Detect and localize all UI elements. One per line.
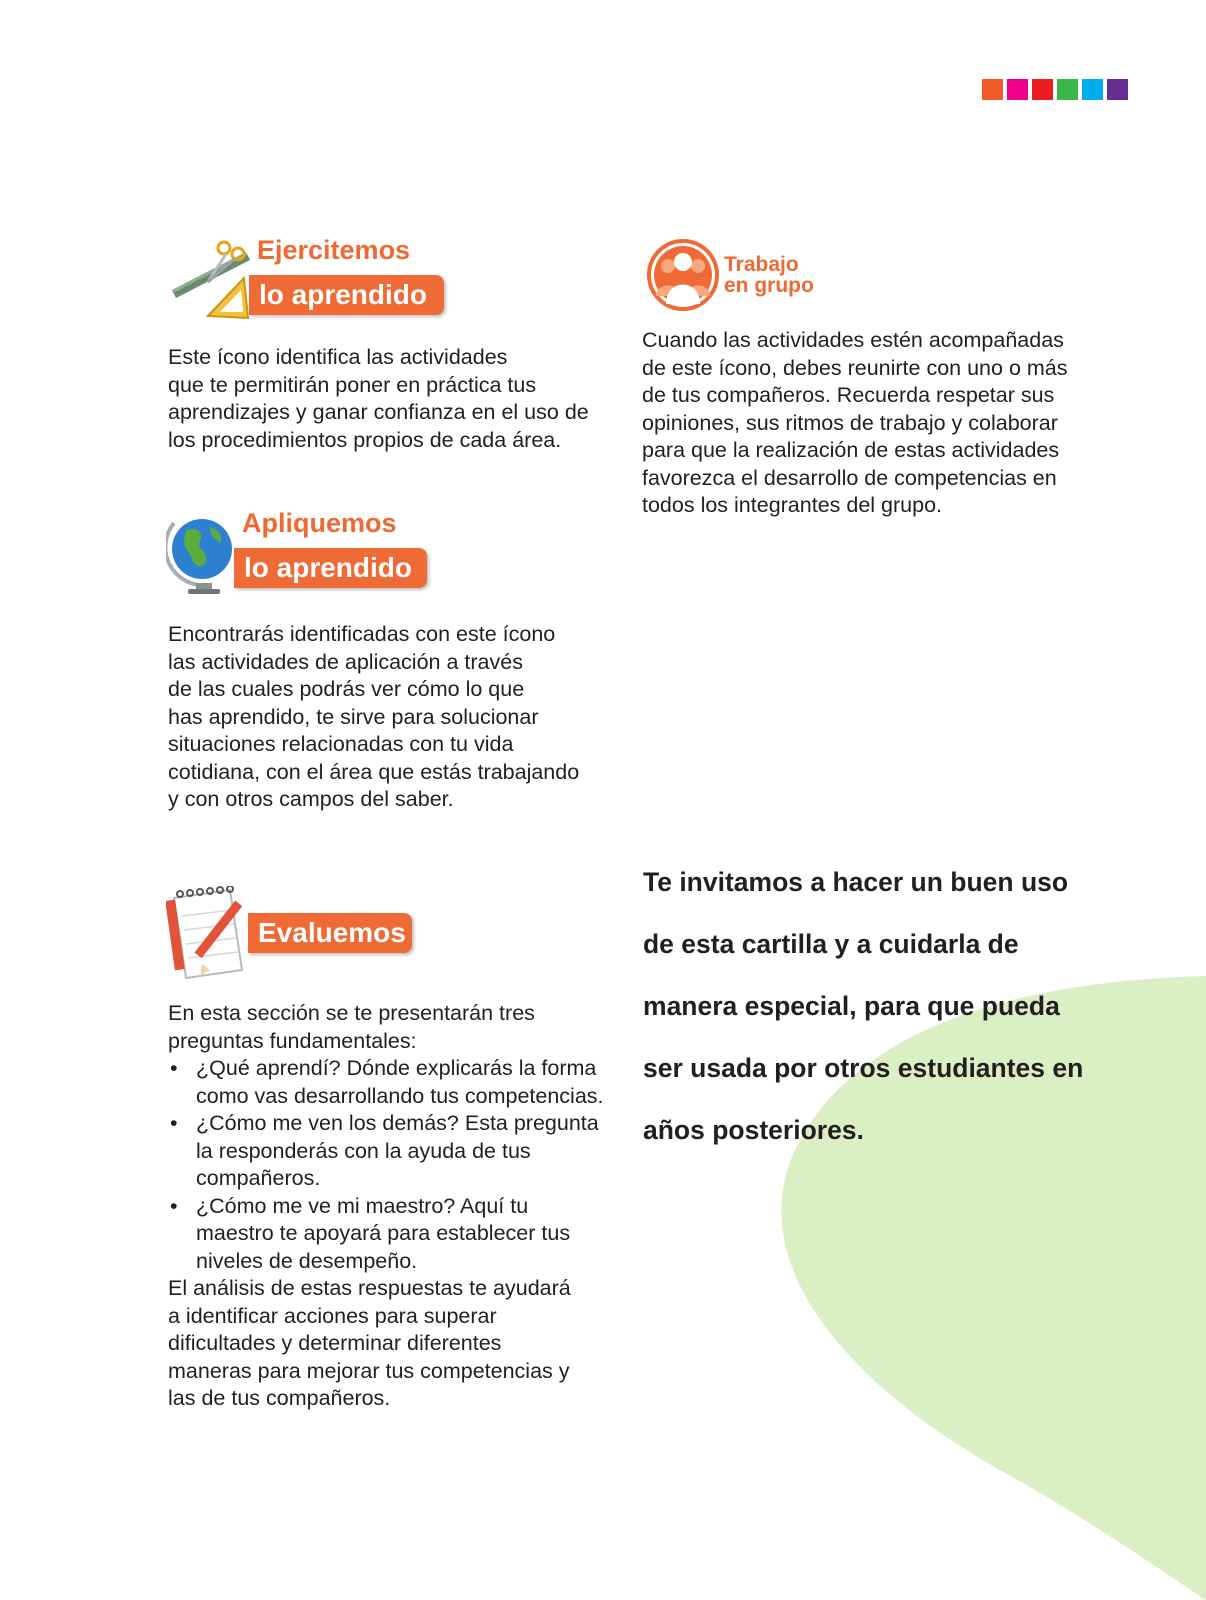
- color-swatch: [1007, 79, 1028, 100]
- text-line: niveles de desempeño.: [196, 1248, 418, 1273]
- text-line: maestro te apoyará para establecer tus: [196, 1221, 571, 1245]
- trabajo-description: [642, 327, 1068, 520]
- text-line: preguntas fundamentales:: [168, 1028, 417, 1053]
- evaluemos-description: [168, 1000, 604, 1413]
- color-swatch: [1082, 79, 1103, 100]
- text-line: como vas desarrollando tus competencias.: [196, 1083, 604, 1108]
- text-line: compañeros.: [196, 1166, 321, 1190]
- list-item: [168, 1193, 604, 1276]
- text-line: • ¿Cómo me ve mi maestro? Aquí tu: [196, 1193, 529, 1218]
- text-line: de esta cartilla y a cuidarla de: [643, 928, 1019, 959]
- color-swatches: [982, 79, 1128, 100]
- text-line: • ¿Cómo me ven los demás? Esta pregunta: [196, 1111, 599, 1135]
- text-line: y con otros campos del saber.: [168, 787, 454, 811]
- text-line: que te permitirán poner en práctica tus: [168, 372, 537, 397]
- apliquemos-description: [168, 621, 579, 814]
- apliquemos-title-pill: lo aprendido: [234, 548, 427, 588]
- text-line: maneras para mejorar tus competencias y: [168, 1358, 570, 1383]
- ejercitemos-title-top: Ejercitemos: [257, 235, 411, 265]
- text-line: las de tus compañeros.: [168, 1386, 391, 1410]
- color-swatch: [1057, 79, 1078, 100]
- text-line: has aprendido, te sirve para solucionar: [168, 704, 539, 729]
- text-line: Te invitamos a hacer un buen uso: [643, 866, 1069, 897]
- text-line: para que la realización de estas actividades: [642, 438, 1060, 462]
- text-line: aprendizajes y ganar confianza en el uso de: [168, 400, 589, 424]
- text-line: de este ícono, debes reunirte con uno o más: [642, 355, 1068, 380]
- text-line: • ¿Qué aprendí? Dónde explicarás la forma: [196, 1056, 597, 1080]
- text-line: años posteriores.: [643, 1114, 864, 1145]
- text-line: dificultades y determinar diferentes: [168, 1331, 502, 1355]
- text-line: la responderás con la ayuda de tus: [196, 1138, 531, 1163]
- text-line: situaciones relacionadas con tu vida: [168, 732, 514, 756]
- text-line: favorezca el desarrollo de competencias en: [642, 465, 1057, 490]
- text-line: los procedimientos propios de cada área.: [168, 427, 562, 452]
- text-line: de tus compañeros. Recuerda respetar sus: [642, 383, 1055, 407]
- scissors-ruler-icon: [168, 238, 258, 324]
- text-line: de las cuales podrás ver cómo lo que: [168, 677, 525, 701]
- text-line: a identificar acciones para superar: [168, 1303, 497, 1328]
- color-swatch: [1107, 79, 1128, 100]
- color-swatch: [1032, 79, 1053, 100]
- text-line: cotidiana, con el área que estás trabajando: [168, 759, 580, 784]
- list-item: [168, 1110, 604, 1193]
- text-line: El análisis de estas respuestas te ayudará: [168, 1276, 571, 1300]
- text-line: opiniones, sus ritmos de trabajo y colaborar: [642, 410, 1058, 435]
- evaluemos-title-pill: Evaluemos: [248, 913, 412, 953]
- text-line: Encontrarás identificadas con este ícono: [168, 622, 556, 646]
- text-line: En esta sección se te presentarán tres: [168, 1001, 535, 1025]
- text-line: Cuando las actividades estén acompañadas: [642, 328, 1064, 352]
- text-line: ser usada por otros estudiantes en: [643, 1052, 1084, 1083]
- ejercitemos-title-pill: lo aprendido: [249, 275, 444, 315]
- questions-list: [168, 1055, 604, 1275]
- trabajo-title-bottom: en grupo: [724, 274, 814, 297]
- color-swatch: [982, 79, 1003, 100]
- group-people-icon: [646, 238, 720, 312]
- globe-icon: [166, 511, 242, 595]
- text-line: todos los integrantes del grupo.: [642, 493, 943, 517]
- list-item: [168, 1055, 604, 1110]
- text-line: manera especial, para que pueda: [643, 990, 1060, 1021]
- text-line: las actividades de aplicación a través: [168, 649, 523, 674]
- apliquemos-title-top: Apliquemos: [242, 508, 397, 538]
- closing-message: [643, 838, 1093, 1175]
- text-line: Este ícono identifica las actividades: [168, 345, 508, 369]
- ejercitemos-description: [168, 344, 589, 454]
- trabajo-title-top: Trabajo: [724, 253, 799, 276]
